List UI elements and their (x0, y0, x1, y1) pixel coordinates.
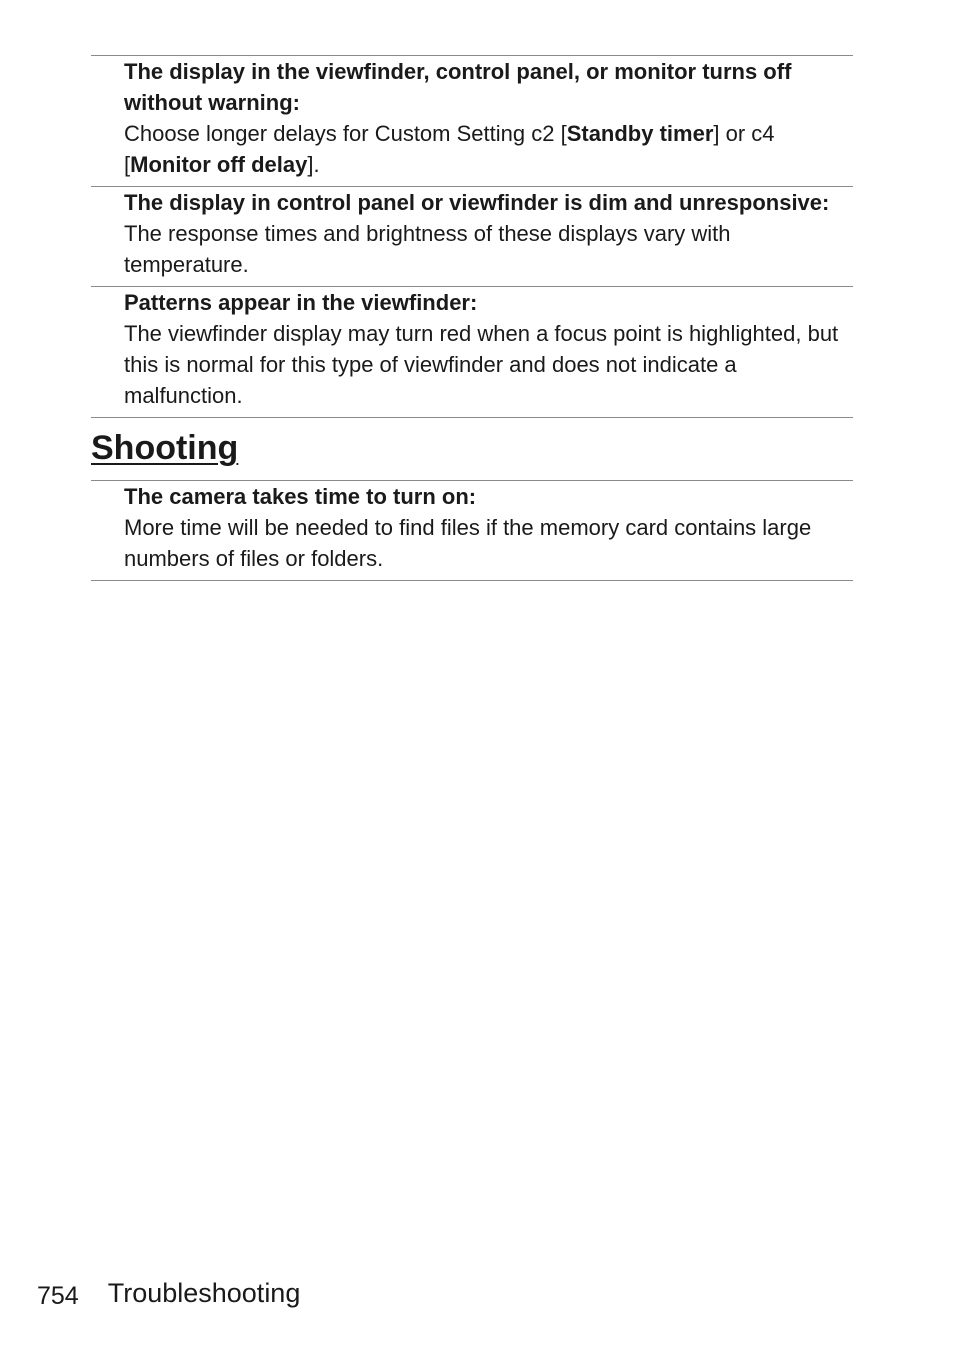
chapter-title: Troubleshooting (107, 1278, 301, 1308)
troubleshooting-entry (91, 480, 853, 581)
document-page (91, 55, 853, 581)
entry-text: The viewfinder display may turn red when a focus point is highlighted, but this is normal for this type of viewfinder and does not indicate a malfunction. (124, 321, 839, 408)
entry-heading: The display in control panel or viewfinder is dim and unresponsive: (124, 190, 830, 215)
troubleshooting-entry (91, 55, 853, 186)
troubleshooting-entry (91, 186, 853, 286)
entry-text: ] or c4 [ (124, 121, 775, 177)
troubleshooting-entry (91, 286, 853, 417)
section-title: Shooting (91, 417, 853, 480)
entry-text: The response times and brightness of these displays vary with temperature. (124, 221, 731, 277)
entry-body (124, 118, 843, 180)
entry-text: More time will be needed to find files if the memory card contains large numbers of files or folders. (124, 515, 812, 571)
page-footer (37, 1275, 300, 1312)
entry-body (124, 218, 843, 280)
entry-heading: The display in the viewfinder, control panel, or monitor turns off without warning: (124, 59, 792, 115)
entry-body (124, 512, 843, 574)
menu-item-name: Monitor off delay (130, 152, 308, 177)
entry-text: ]. (307, 152, 320, 177)
entry-heading: Patterns appear in the viewfinder: (124, 290, 478, 315)
entry-heading: The camera takes time to turn on: (124, 484, 477, 509)
entry-body (124, 318, 843, 411)
menu-item-name: Standby timer (566, 121, 714, 146)
entry-text: Choose longer delays for Custom Setting c2 [ (124, 121, 567, 146)
page-number: 754 (37, 1282, 79, 1310)
